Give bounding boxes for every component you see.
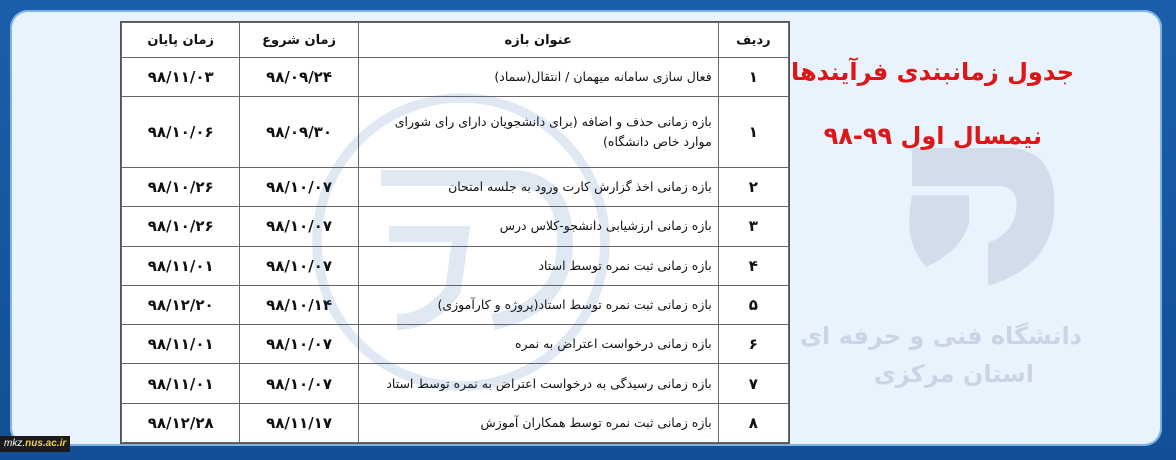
row-start-cell: ۹۸/۱۰/۰۷ <box>240 167 358 206</box>
footer-prefix: mkz. <box>4 438 26 449</box>
schedule-table <box>120 21 790 444</box>
row-start-cell: ۹۸/۰۹/۲۴ <box>240 58 358 97</box>
row-start-cell: ۹۸/۱۰/۰۷ <box>240 207 358 246</box>
row-end-cell: ۹۸/۱۲/۲۸ <box>122 403 240 442</box>
website-footer[interactable] <box>0 436 70 452</box>
content-card <box>10 10 1162 446</box>
row-end-cell: ۹۸/۱۱/۰۱ <box>122 364 240 403</box>
watermark-university-name: دانشگاه فنی و حرفه ای <box>800 322 1082 350</box>
row-end-cell: ۹۸/۱۱/۰۱ <box>122 325 240 364</box>
row-title-cell: بازه زمانی حذف و اضافه (برای دانشجویان دارای رای شورای موارد خاص دانشگاه) <box>358 97 718 168</box>
table-row <box>122 403 789 442</box>
table-row <box>122 58 789 97</box>
row-title-cell: فعال سازی سامانه میهمان / انتقال(سماد) <box>358 58 718 97</box>
row-start-cell: ۹۸/۱۰/۰۷ <box>240 325 358 364</box>
row-number-cell: ۱ <box>718 97 788 168</box>
header-end-time: زمان پایان <box>122 23 240 58</box>
row-title-cell: بازه زمانی ارزشیابی دانشجو-کلاس درس <box>358 207 718 246</box>
row-title-cell: بازه زمانی درخواست اعتراض به نمره <box>358 325 718 364</box>
row-title-cell: بازه زمانی ثبت نمره توسط استاد <box>358 246 718 285</box>
row-number-cell: ۳ <box>718 207 788 246</box>
table-row <box>122 167 789 206</box>
row-number-cell: ۱ <box>718 58 788 97</box>
footer-domain: nus.ac.ir <box>25 438 67 449</box>
table-row <box>122 285 789 324</box>
table-row <box>122 364 789 403</box>
row-title-cell: بازه زمانی ثبت نمره توسط همکاران آموزش <box>358 403 718 442</box>
row-title-cell: بازه زمانی ثبت نمره توسط استاد(پروژه و کارآموزی) <box>358 285 718 324</box>
header-start-time: زمان شروع <box>240 23 358 58</box>
row-number-cell: ۷ <box>718 364 788 403</box>
row-start-cell: ۹۸/۰۹/۳۰ <box>240 97 358 168</box>
row-title-cell: بازه زمانی رسیدگی به درخواست اعتراض به نمره توسط استاد <box>358 364 718 403</box>
row-number-cell: ۲ <box>718 167 788 206</box>
row-end-cell: ۹۸/۱۱/۰۳ <box>122 58 240 97</box>
row-number-cell: ۸ <box>718 403 788 442</box>
row-start-cell: ۹۸/۱۱/۱۷ <box>240 403 358 442</box>
row-end-cell: ۹۸/۱۰/۲۶ <box>122 207 240 246</box>
row-start-cell: ۹۸/۱۰/۰۷ <box>240 364 358 403</box>
header-title: عنوان بازه <box>358 23 718 58</box>
watermark-province-name: استان مرکزی <box>873 360 1034 388</box>
header-row-number: ردیف <box>718 23 788 58</box>
table-row <box>122 325 789 364</box>
row-number-cell: ۵ <box>718 285 788 324</box>
row-end-cell: ۹۸/۱۲/۲۰ <box>122 285 240 324</box>
row-number-cell: ۴ <box>718 246 788 285</box>
table-row <box>122 207 789 246</box>
table-row <box>122 97 789 168</box>
page-title: جدول زمانبندی فرآیندها <box>791 58 1074 86</box>
page-subtitle: نیمسال اول ۹۹-۹۸ <box>823 122 1042 150</box>
row-start-cell: ۹۸/۱۰/۱۴ <box>240 285 358 324</box>
row-start-cell: ۹۸/۱۰/۰۷ <box>240 246 358 285</box>
row-number-cell: ۶ <box>718 325 788 364</box>
row-end-cell: ۹۸/۱۰/۰۶ <box>122 97 240 168</box>
row-end-cell: ۹۸/۱۰/۲۶ <box>122 167 240 206</box>
row-title-cell: بازه زمانی اخذ گزارش کارت ورود به جلسه امتحان <box>358 167 718 206</box>
table-header-row <box>122 23 789 58</box>
table-row <box>122 246 789 285</box>
row-end-cell: ۹۸/۱۱/۰۱ <box>122 246 240 285</box>
